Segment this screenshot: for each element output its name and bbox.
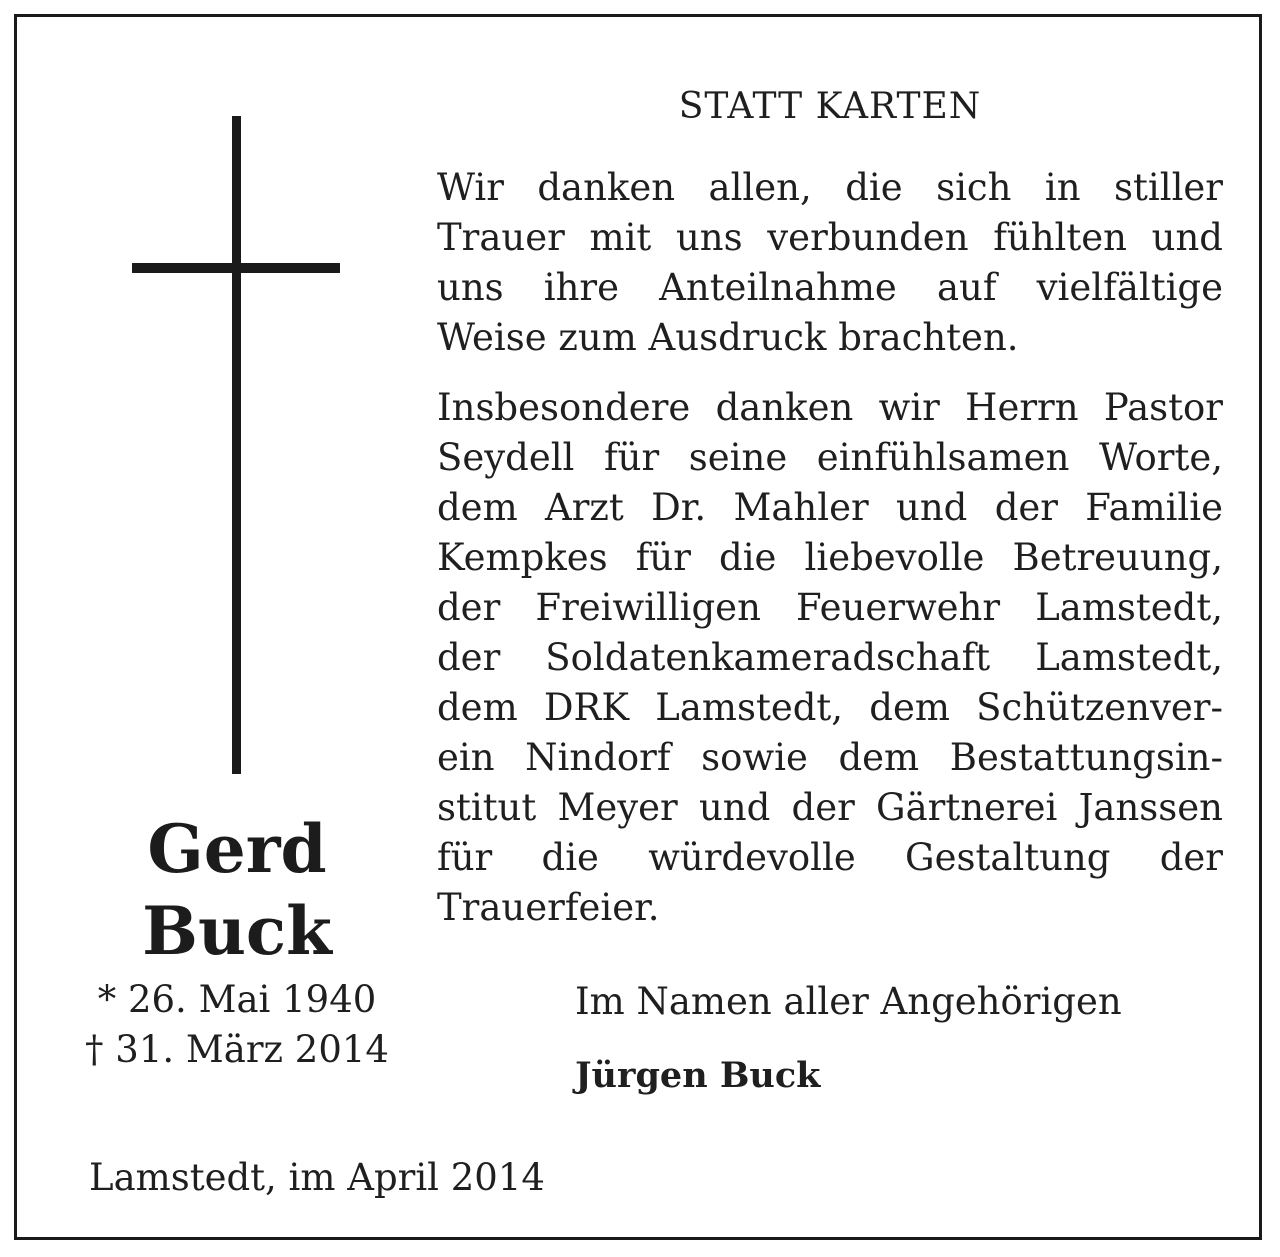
cross-vertical-bar <box>232 116 241 774</box>
notice-heading: STATT KARTEN <box>678 86 982 127</box>
deceased-last-name: Buck <box>142 892 332 970</box>
paragraph-line: ein Nindorf sowie dem Bestattungsin- <box>437 736 1223 779</box>
special-thanks-paragraph <box>437 383 1223 933</box>
thanks-paragraph <box>437 163 1223 363</box>
notice-frame <box>14 14 1262 1240</box>
paragraph-line: Wir danken allen, die sich in stiller <box>437 166 1223 209</box>
place-and-date: Lamstedt, im April 2014 <box>89 1156 545 1199</box>
paragraph-line: Seydell für seine einfühlsamen Worte, <box>437 436 1223 479</box>
paragraph-line: der Soldatenkameradschaft Lamstedt, <box>437 636 1223 679</box>
paragraph-line: Weise zum Ausdruck brachten. <box>437 316 1019 359</box>
birth-date: * 26. Mai 1940 <box>97 978 377 1021</box>
paragraph-line: uns ihre Anteilnahme auf vielfältige <box>437 266 1223 309</box>
paragraph-line: Kempkes für die liebevolle Betreuung, <box>437 536 1223 579</box>
paragraph-line: für die würdevolle Gestaltung der <box>437 836 1223 879</box>
paragraph-line: Insbesondere danken wir Herrn Pastor <box>437 386 1223 429</box>
cross-horizontal-bar <box>132 263 340 273</box>
paragraph-line: dem DRK Lamstedt, dem Schützenver- <box>437 686 1223 729</box>
death-date: † 31. März 2014 <box>85 1028 389 1071</box>
paragraph-line: der Freiwilligen Feuerwehr Lamstedt, <box>437 586 1223 629</box>
paragraph-line: Trauerfeier. <box>437 886 660 929</box>
signer-name: Jürgen Buck <box>575 1055 821 1096</box>
deceased-first-name: Gerd <box>147 810 327 888</box>
paragraph-line: Trauer mit uns verbunden fühlten und <box>437 216 1223 259</box>
paragraph-line: dem Arzt Dr. Mahler und der Familie <box>437 486 1223 529</box>
paragraph-line: stitut Meyer und der Gärtnerei Janssen <box>437 786 1223 829</box>
closing-line: Im Namen aller Angehörigen <box>575 980 1122 1023</box>
